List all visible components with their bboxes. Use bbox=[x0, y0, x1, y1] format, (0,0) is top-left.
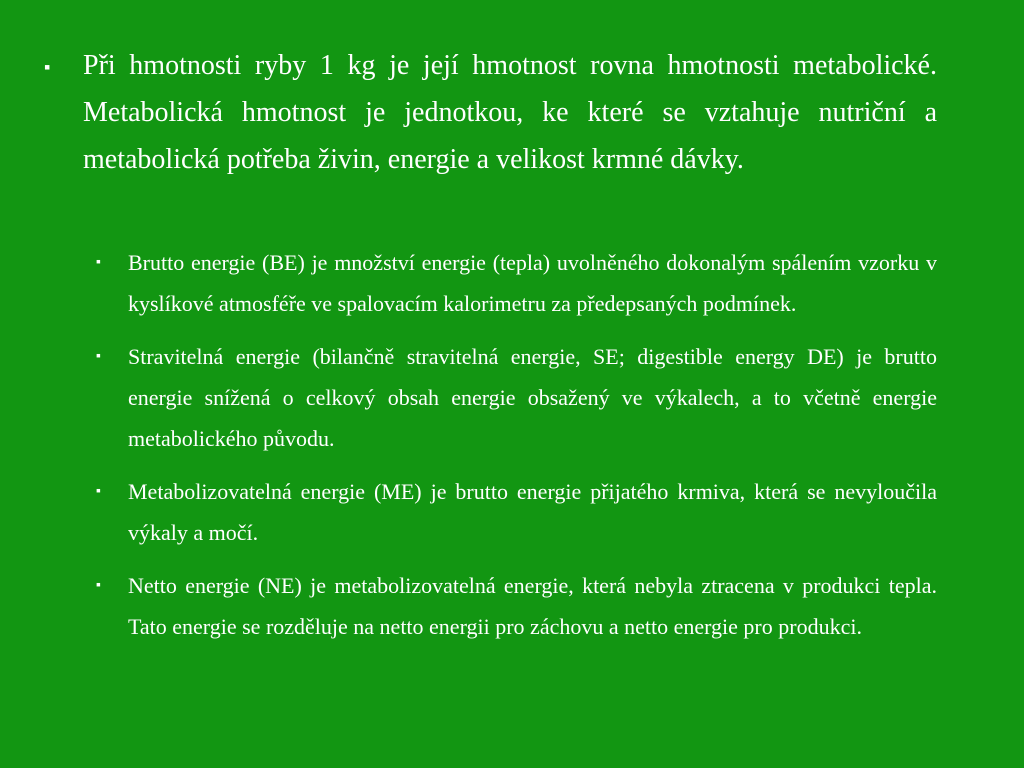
sub-point-stravitelna-energie bbox=[96, 336, 937, 459]
square-bullet-icon: ▪ bbox=[96, 255, 101, 270]
sub-point-text: Brutto energie (BE) je množství energie (tepla) uvolněného dokonalým spálením vzorku v kyslíkové atmosféře ve spalovacím kalorimetru za předepsaných podmínek. bbox=[128, 250, 937, 316]
square-bullet-icon: ▪ bbox=[96, 484, 101, 499]
sub-point-text: Stravitelná energie (bilančně stravitelná energie, SE; digestible energy DE) je brutto energie snížená o celkový obsah energie obsažený ve výkalech, a to včetně energie metabolického původu. bbox=[128, 344, 937, 451]
main-point-text: Při hmotnosti ryby 1 kg je její hmotnost rovna hmotnosti metabolické. Metabolická hmotnost je jednotkou, ke které se vztahuje nutriční a metabolická potřeba živin, energie a velikost krmné dávky. bbox=[83, 50, 937, 175]
sub-point-brutto-energie bbox=[96, 242, 937, 324]
sub-point-text: Metabolizovatelná energie (ME) je brutto energie přijatého krmiva, která se nevyloučila výkaly a močí. bbox=[128, 479, 937, 545]
sub-bullet-list bbox=[96, 242, 937, 659]
main-bullet-point bbox=[44, 42, 937, 183]
square-bullet-icon: ▪ bbox=[44, 57, 51, 77]
square-bullet-icon: ▪ bbox=[96, 349, 101, 364]
sub-point-netto-energie bbox=[96, 565, 937, 647]
sub-point-metabolizovatelna-energie bbox=[96, 471, 937, 553]
sub-point-text: Netto energie (NE) je metabolizovatelná energie, která nebyla ztracena v produkci tepla. Tato energie se rozděluje na netto energii pro záchovu a netto energie pro produkci. bbox=[128, 573, 937, 639]
square-bullet-icon: ▪ bbox=[96, 578, 101, 593]
